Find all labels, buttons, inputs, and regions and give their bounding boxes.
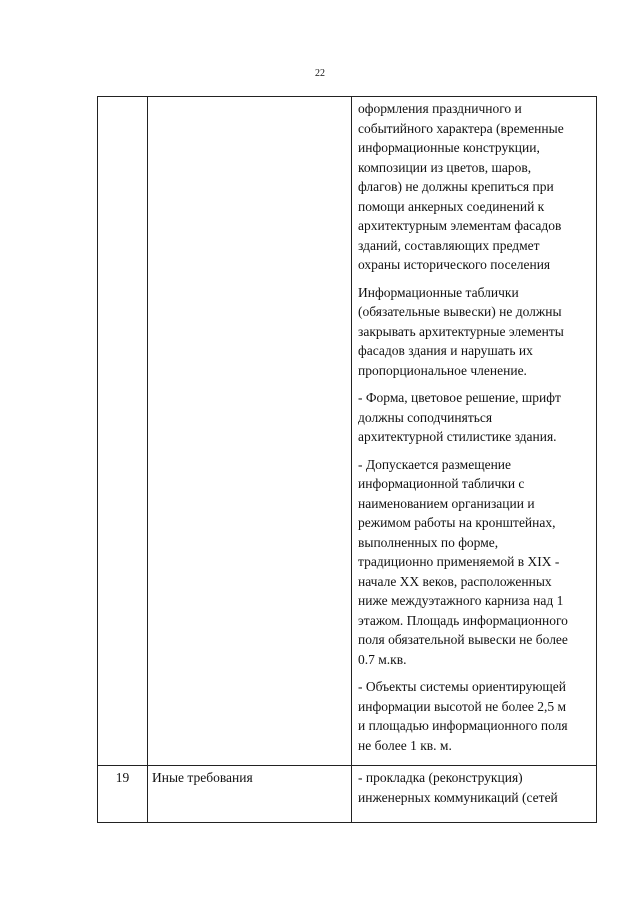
row-number-cell bbox=[98, 97, 148, 766]
requirement-paragraph: - прокладка (реконструкция) инженерных коммуникаций (сетей bbox=[358, 770, 558, 805]
requirement-text-cell bbox=[352, 766, 597, 823]
requirement-paragraph: - Объекты системы ориентирующей информации высотой не более 2,5 м и площадью информационного поля не более 1 кв. м. bbox=[358, 679, 568, 753]
requirements-table bbox=[97, 96, 597, 823]
requirement-text-cell bbox=[352, 97, 597, 766]
requirement-paragraph: - Форма, цветовое решение, шрифт должны соподчиняться архитектурной стилистике здания. bbox=[358, 390, 561, 444]
requirement-paragraph: оформления праздничного и событийного характера (временные информационные конструкции, композиции из цветов, шаров, флагов) не должны крепиться при помощи анкерных соединений к архитектурным элементам фасадов зданий, составляющих предмет охраны исторического поселения bbox=[358, 101, 564, 272]
table-row bbox=[98, 766, 597, 823]
requirement-paragraph: Информационные таблички (обязательные вывески) не должны закрывать архитектурные элементы фасадов здания и нарушать их пропорциональное членение. bbox=[358, 284, 564, 378]
requirement-paragraph: - Допускается размещение информационной таблички с наименованием организации и режимом работы на кронштейнах, выполненных по форме, традиционно применяемой в XIX - начале XX веков, расположенных ниже междуэтажного карниза над 1 этажом. Площадь информационного поля обязательной вывески не более 0.7 м.кв. bbox=[358, 456, 568, 667]
row-number-cell: 19 bbox=[98, 766, 148, 823]
requirement-name-cell: Иные требования bbox=[148, 766, 352, 823]
table-row bbox=[98, 97, 597, 766]
page-number: 22 bbox=[315, 68, 325, 79]
requirement-name-cell bbox=[148, 97, 352, 766]
